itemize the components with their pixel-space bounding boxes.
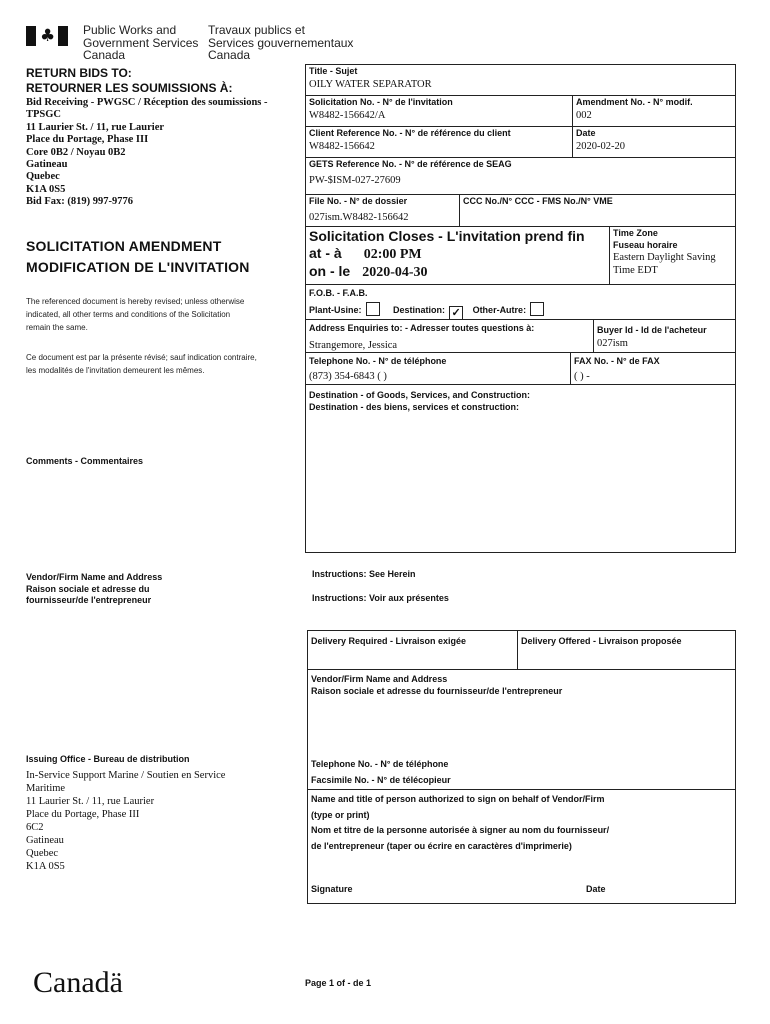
title-field: Title - Sujet OILY WATER SEPARATOR bbox=[306, 65, 735, 95]
revised-notice-en: The referenced document is hereby revised; unless otherwise indicated, all other terms and conditions of the Solicitation remain the same. bbox=[26, 297, 245, 332]
delivery-required-field[interactable]: Delivery Required - Livraison exigée bbox=[311, 636, 467, 646]
other-checkbox[interactable] bbox=[530, 302, 544, 316]
solicitation-closes-field: Solicitation Closes - L'invitation prend fin at - à 02:00 PM on - le 2020-04-30 bbox=[306, 226, 609, 284]
page-number: Page 1 of - de 1 bbox=[305, 978, 372, 988]
revised-notice-fr: Ce document est par la présente révisé; sauf indication contraire, les modalités de l'invitation demeurent les mêmes. bbox=[26, 353, 257, 375]
return-address: Bid Receiving - PWGSC / Réception des soumissions - TPSGC 11 Laurier St. / 11, rue Laurier Place du Portage, Phase III Core 0B2 / Noyau 0B2 Gatineau Quebec K1A 0S5 Bid Fax: (819) 997-9776 bbox=[26, 97, 268, 208]
issuing-office-address: In-Service Support Marine / Soutien en Service Maritime 11 Laurier St. / 11, rue Laurier Place du Portage, Phase III 6C2 Gatineau Quebec K1A 0S5 bbox=[26, 770, 226, 872]
amendment-title-fr: MODIFICATION DE L'INVITATION bbox=[26, 259, 250, 275]
authorized-signatory-field[interactable]: Name and title of person authorized to sign on behalf of Vendor/Firm (type or print) Nom et titre de la personne autorisée à signer au nom du fournisseur/ de l'entrepreneur (taper ou écrire en caractères d'imprimerie) Signature Date bbox=[308, 789, 735, 903]
closing-time-value: 02:00 PM bbox=[363, 247, 422, 262]
instructions-fr: Instructions: Voir aux présentes bbox=[312, 593, 449, 603]
plant-checkbox[interactable] bbox=[366, 302, 380, 316]
date-value: 2020-02-20 bbox=[576, 140, 625, 152]
time-zone-value: Eastern Daylight Saving bbox=[613, 252, 716, 263]
gets-reference-value: PW-$ISM-027-27609 bbox=[309, 174, 401, 186]
telephone-value: (873) 354-6843 ( ) bbox=[309, 370, 387, 382]
fax-field: FAX No. - N° de FAX ( ) - bbox=[570, 352, 735, 384]
solicitation-no-value: W8482-156642/A bbox=[309, 109, 386, 121]
department-name-en: Public Works and Government Services Canada bbox=[83, 23, 199, 62]
instructions-en: Instructions: See Herein bbox=[312, 569, 416, 579]
amendment-no-value: 002 bbox=[576, 109, 592, 121]
vendor-firm-label: Vendor/Firm Name and Address Raison sociale et adresse du fournisseur/de l'entrepreneur bbox=[26, 572, 163, 605]
amendment-title-en: SOLICITATION AMENDMENT bbox=[26, 238, 222, 254]
file-no-value: 027ism.W8482-156642 bbox=[309, 211, 409, 223]
vendor-details-field[interactable]: Vendor/Firm Name and Address Raison sociale et adresse du fournisseur/de l'entrepreneur Telephone No. - N° de téléphone Facsimile No. - N° de télécopieur bbox=[308, 669, 735, 789]
ccc-no-field: CCC No./N° CCC - FMS No./N° VME bbox=[459, 194, 735, 226]
title-value: OILY WATER SEPARATOR bbox=[309, 78, 432, 90]
time-zone-field: Time Zone Fuseau horaire Eastern Daylight Saving Time EDT bbox=[609, 226, 735, 284]
date-field: Date 2020-02-20 bbox=[572, 126, 735, 157]
canada-wordmark-logo: Canadä bbox=[33, 966, 123, 999]
department-name-fr: Travaux publics et Services gouvernementaux Canada bbox=[208, 23, 354, 62]
destination-goods-field: Destination - of Goods, Services, and Construction: Destination - des biens, services et construction: bbox=[306, 384, 735, 552]
client-reference-value: W8482-156642 bbox=[309, 140, 375, 152]
solicitation-info-box bbox=[305, 64, 736, 553]
fax-value: ( ) - bbox=[574, 370, 590, 382]
delivery-offered-field[interactable]: Delivery Offered - Livraison proposée bbox=[517, 631, 735, 669]
fob-field: F.O.B. - F.A.B. Plant-Usine: Destination: ✓ Other-Autre: bbox=[306, 284, 735, 319]
file-no-field: File No. - N° de dossier 027ism.W8482-156642 bbox=[306, 194, 459, 226]
return-bids-en: RETURN BIDS TO: bbox=[26, 66, 132, 80]
vendor-response-box bbox=[307, 630, 736, 904]
closing-date-value: 2020-04-30 bbox=[362, 265, 428, 280]
gets-reference-field: GETS Reference No. - N° de référence de SEAG PW-$ISM-027-27609 bbox=[306, 157, 735, 194]
amendment-no-field: Amendment No. - N° modif. 002 bbox=[572, 95, 735, 126]
enquiries-value: Strangemore, Jessica bbox=[309, 339, 398, 351]
telephone-field: Telephone No. - N° de téléphone (873) 354-6843 ( ) bbox=[306, 352, 570, 384]
comments-label: Comments - Commentaires bbox=[26, 456, 144, 466]
buyer-id-value: 027ism bbox=[597, 337, 628, 349]
signature-date-label: Date bbox=[586, 884, 606, 894]
canada-flag-icon: ♣ bbox=[26, 26, 68, 46]
return-bids-fr: RETOURNER LES SOUMISSIONS À: bbox=[26, 81, 233, 95]
solicitation-no-field: Solicitation No. - N° de l'invitation W8482-156642/A bbox=[306, 95, 572, 126]
buyer-id-field: Buyer Id - Id de l'acheteur 027ism bbox=[593, 319, 735, 352]
client-reference-field: Client Reference No. - N° de référence du client W8482-156642 bbox=[306, 126, 572, 157]
destination-checkbox[interactable]: ✓ bbox=[449, 306, 463, 320]
issuing-office-label: Issuing Office - Bureau de distribution bbox=[26, 754, 190, 764]
signature-label: Signature bbox=[311, 884, 353, 894]
enquiries-field: Address Enquiries to: - Adresser toutes questions à: Strangemore, Jessica bbox=[306, 319, 593, 352]
